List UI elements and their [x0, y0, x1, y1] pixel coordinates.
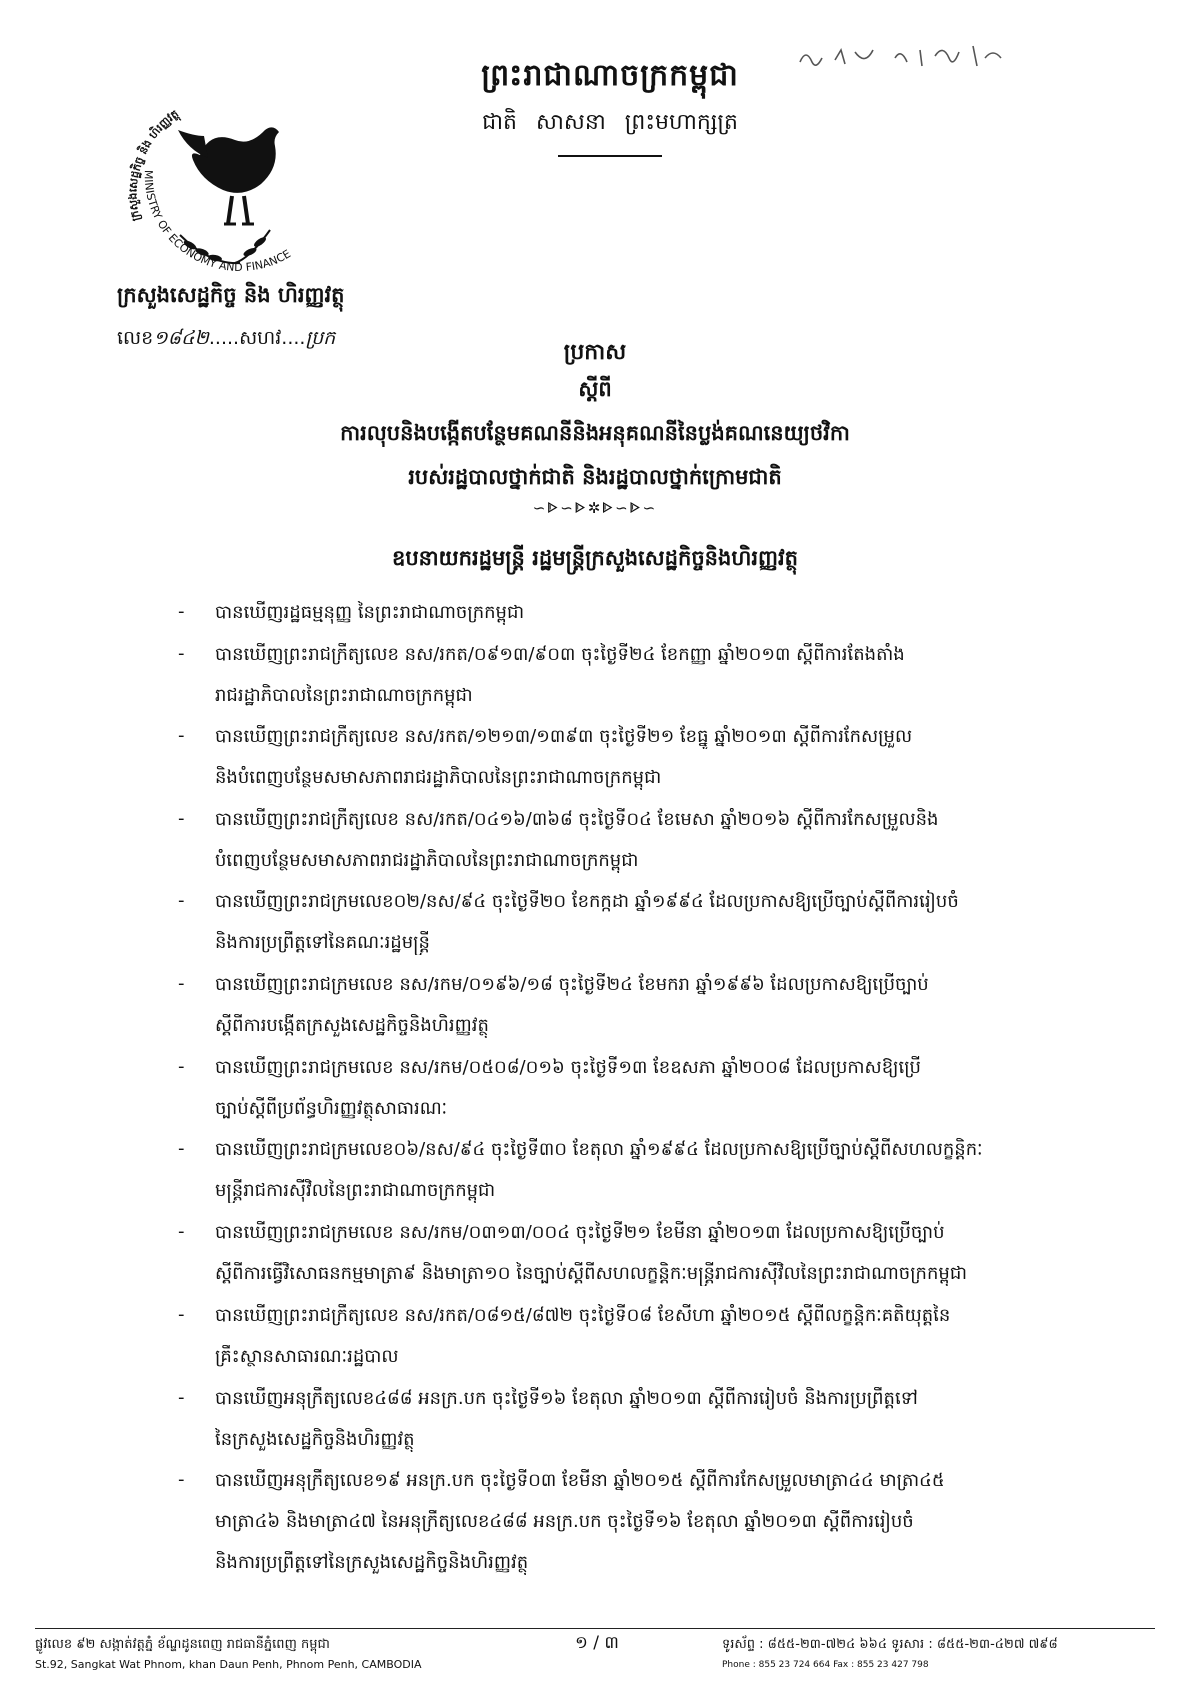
seal-text-en: MINISTRY OF ECONOMY AND FINANCE	[141, 169, 293, 275]
recital-line: បានឃើញព្រះរាជក្រមលេខ នស/រកម/០៣១៣/០០៤ ចុះថ្ងៃទី២១ ខែមីនា ឆ្នាំ២០១៣ ដែលប្រកាសឱ្យប្រើច្បាប់	[215, 1222, 945, 1243]
list-dash: -	[178, 1221, 185, 1242]
page-number: ១ / ៣	[575, 1633, 619, 1653]
concerning-label: ស្តីពី	[578, 376, 612, 401]
ref-prefix: លេខ	[117, 327, 154, 349]
recital-line: បានឃើញព្រះរាជក្រឹត្យលេខ នស/រកត/០៩១៣/៩០៣ ចុះថ្ងៃទី២៤ ខែកញ្ញា ឆ្នាំ២០១៣ ស្តីពីការតែងតាំង	[215, 644, 905, 665]
handwritten-note	[795, 32, 1015, 82]
recital-line: បានឃើញអនុក្រឹត្យលេខ១៩ អនក្រ.បក ចុះថ្ងៃទី០៣ ខែមីនា ឆ្នាំ២០១៥ ស្តីពីការកែសម្រួលមាត្រា៤៤ មាត្រា៤៥	[215, 1470, 945, 1491]
list-dash: -	[178, 1387, 185, 1408]
list-dash: -	[178, 808, 185, 829]
title-ornament: ∽ᐈ∽ᐈ✲ᐈ∽ᐈ∽	[532, 499, 658, 517]
list-dash: -	[178, 1138, 185, 1159]
recital-line: បានឃើញព្រះរាជក្រឹត្យលេខ នស/រកត/០៤១៦/៣៦៨ ចុះថ្ងៃទី០៤ ខែមេសា ឆ្នាំ២០១៦ ស្តីពីការកែសម្រួលនិង	[215, 809, 939, 830]
recital-line: បានឃើញព្រះរាជក្រឹត្យលេខ នស/រកត/១២១៣/១៣៩៣ ចុះថ្ងៃទី២១ ខែធ្នូ ឆ្នាំ២០១៣ ស្តីពីការកែសម្រួល	[215, 726, 913, 747]
recital-line: បានឃើញរដ្ឋធម្មនុញ្ញ នៃព្រះរាជាណាចក្រកម្ពុជា	[215, 602, 525, 623]
recital-line: បានឃើញព្រះរាជក្រមលេខ០៦/នស/៩៤ ចុះថ្ងៃទី៣០ ខែតុលា ឆ្នាំ១៩៩៤ ដែលប្រកាសឱ្យប្រើច្បាប់ស្តីពីសហលក្ខន្តិកៈ	[215, 1139, 983, 1160]
recital-line: បានឃើញអនុក្រឹត្យលេខ៤៨៨ អនក្រ.បក ចុះថ្ងៃទី១៦ ខែតុលា ឆ្នាំ២០១៣ ស្តីពីការរៀបចំ និងការប្រព្រឹត្តទៅ	[215, 1388, 918, 1409]
list-dash: -	[178, 890, 185, 911]
recital-line: រាជរដ្ឋាភិបាលនៃព្រះរាជាណាចក្រកម្ពុជា	[215, 685, 473, 706]
footer-address-en: St.92, Sangkat Wat Phnom, khan Daun Penh, Phnom Penh, CAMBODIA	[35, 1658, 422, 1671]
recital-line: និងការប្រព្រឹត្តទៅនៃគណៈរដ្ឋមន្ត្រី	[215, 932, 430, 953]
reference-number: លេខ១៨៤២.....សហវ....ប្រក	[117, 327, 336, 349]
list-dash: -	[178, 1304, 185, 1325]
list-dash: -	[178, 643, 185, 664]
footer-phone-en: Phone : 855 23 724 664 Fax : 855 23 427 798	[722, 1660, 929, 1670]
subject-line-2: របស់រដ្ឋបាលថ្នាក់ជាតិ និងរដ្ឋបាលថ្នាក់ក្រោមជាតិ	[408, 464, 782, 489]
list-dash: -	[178, 1056, 185, 1077]
recital-line: ច្បាប់ស្តីពីប្រព័ន្ធហិរញ្ញវត្ថុសាធារណៈ	[215, 1098, 448, 1119]
recital-line: ស្តីពីការធ្វើវិសោធនកម្មមាត្រា៩ និងមាត្រា១០ នៃច្បាប់ស្តីពីសហលក្ខន្តិកៈមន្ត្រីរាជការស៊ីវិលនៃព្រះរាជាណាចក្រកម្ពុជា	[215, 1263, 967, 1284]
recital-line: គ្រឹះស្ថានសាធារណៈរដ្ឋបាល	[215, 1346, 399, 1367]
recital-line: និងការប្រព្រឹត្តទៅនៃក្រសួងសេដ្ឋកិច្ចនិងហិរញ្ញវត្ថុ	[215, 1552, 529, 1573]
recital-line: ស្តីពីការបង្កើតក្រសួងសេដ្ឋកិច្ចនិងហិរញ្ញវត្ថុ	[215, 1015, 489, 1036]
recital-line: បានឃើញព្រះរាជក្រឹត្យលេខ នស/រកត/០៨១៥/៨៧២ ចុះថ្ងៃទី០៨ ខែសីហា ឆ្នាំ២០១៥ ស្តីពីលក្ខន្តិកៈគតិយុត្តនៃ	[215, 1305, 951, 1326]
ministry-seal-icon	[120, 100, 345, 280]
recital-line: បំពេញបន្ថែមសមាសភាពរាជរដ្ឋាភិបាលនៃព្រះរាជាណាចក្រកម្ពុជា	[215, 850, 639, 871]
document-type: ប្រកាស	[563, 339, 627, 365]
list-dash: -	[178, 973, 185, 994]
subject-line-1: ការលុបនិងបង្កើតបន្ថែមគណនីនិងអនុគណនីនៃប្លង់គណនេយ្យថវិកា	[340, 420, 850, 445]
recital-line: បានឃើញព្រះរាជក្រមលេខ នស/រកម/០១៩៦/១៨ ចុះថ្ងៃទី២៤ ខែមករា ឆ្នាំ១៩៩៦ ដែលប្រកាសឱ្យប្រើច្បាប់	[215, 974, 929, 995]
recital-line: បានឃើញព្រះរាជក្រមលេខ០២/នស/៩៤ ចុះថ្ងៃទី២០ ខែកក្កដា ឆ្នាំ១៩៩៤ ដែលប្រកាសឱ្យប្រើច្បាប់ស្តីពីការរៀបចំ	[215, 891, 959, 912]
ministry-seal	[120, 100, 345, 280]
ref-suffix: សហវ.	[239, 327, 288, 349]
list-dash: -	[178, 601, 185, 622]
footer-divider	[35, 1628, 1155, 1629]
ministry-name: ក្រសួងសេដ្ឋកិច្ច និង ហិរញ្ញវត្ថុ	[117, 282, 345, 307]
handwriting-scribble-icon	[795, 32, 1015, 82]
recital-line: មន្ត្រីរាជការស៊ីវិលនៃព្រះរាជាណាចក្រកម្ពុជា	[215, 1180, 496, 1201]
list-dash: -	[178, 1469, 185, 1490]
seal-text-kh: ក្រសួងសេដ្ឋកិច្ច និង ហិរញ្ញវត្ថុ	[126, 107, 182, 223]
ref-number: ១៨៤២	[153, 327, 209, 349]
footer-address-kh: ផ្លូវលេខ ៩២ សង្កាត់វត្តភ្នំ ខ័ណ្ឌដូនពេញ រាជធានីភ្នំពេញ កម្ពុជា	[35, 1637, 330, 1652]
recital-line: បានឃើញព្រះរាជក្រមលេខ នស/រកម/០៥០៨/០១៦ ចុះថ្ងៃទី១៣ ខែឧសភា ឆ្នាំ២០០៨ ដែលប្រកាសឱ្យប្រើ	[215, 1057, 921, 1078]
ref-code: ប្រក	[305, 327, 336, 349]
recital-line: មាត្រា៤៦ និងមាត្រា៤៧ នៃអនុក្រឹត្យលេខ៤៨៨ អនក្រ.បក ចុះថ្ងៃទី១៦ ខែតុលា ឆ្នាំ២០១៣ ស្តីពីការរៀបចំ	[215, 1511, 914, 1532]
kingdom-title: ព្រះរាជាណាចក្រកម្ពុជា	[481, 58, 739, 93]
motto-divider	[558, 155, 662, 157]
issuing-minister: ឧបនាយករដ្ឋមន្ត្រី រដ្ឋមន្ត្រីក្រសួងសេដ្ឋកិច្ចនិងហិរញ្ញវត្ថុ	[392, 545, 798, 570]
national-motto: ជាតិ សាសនា ព្រះមហាក្សត្រ	[482, 110, 738, 135]
footer-phone-kh: ទូរស័ព្ទ : ៨៥៥-២៣-៧២៤ ៦៦៤ ទូរសារ : ៨៥៥-២៣-៤២៧ ៧៩៨	[722, 1637, 1058, 1652]
recital-line: និងបំពេញបន្ថែមសមាសភាពរាជរដ្ឋាភិបាលនៃព្រះរាជាណាចក្រកម្ពុជា	[215, 767, 662, 788]
list-dash: -	[178, 725, 185, 746]
recital-line: នៃក្រសួងសេដ្ឋកិច្ចនិងហិរញ្ញវត្ថុ	[215, 1429, 415, 1450]
